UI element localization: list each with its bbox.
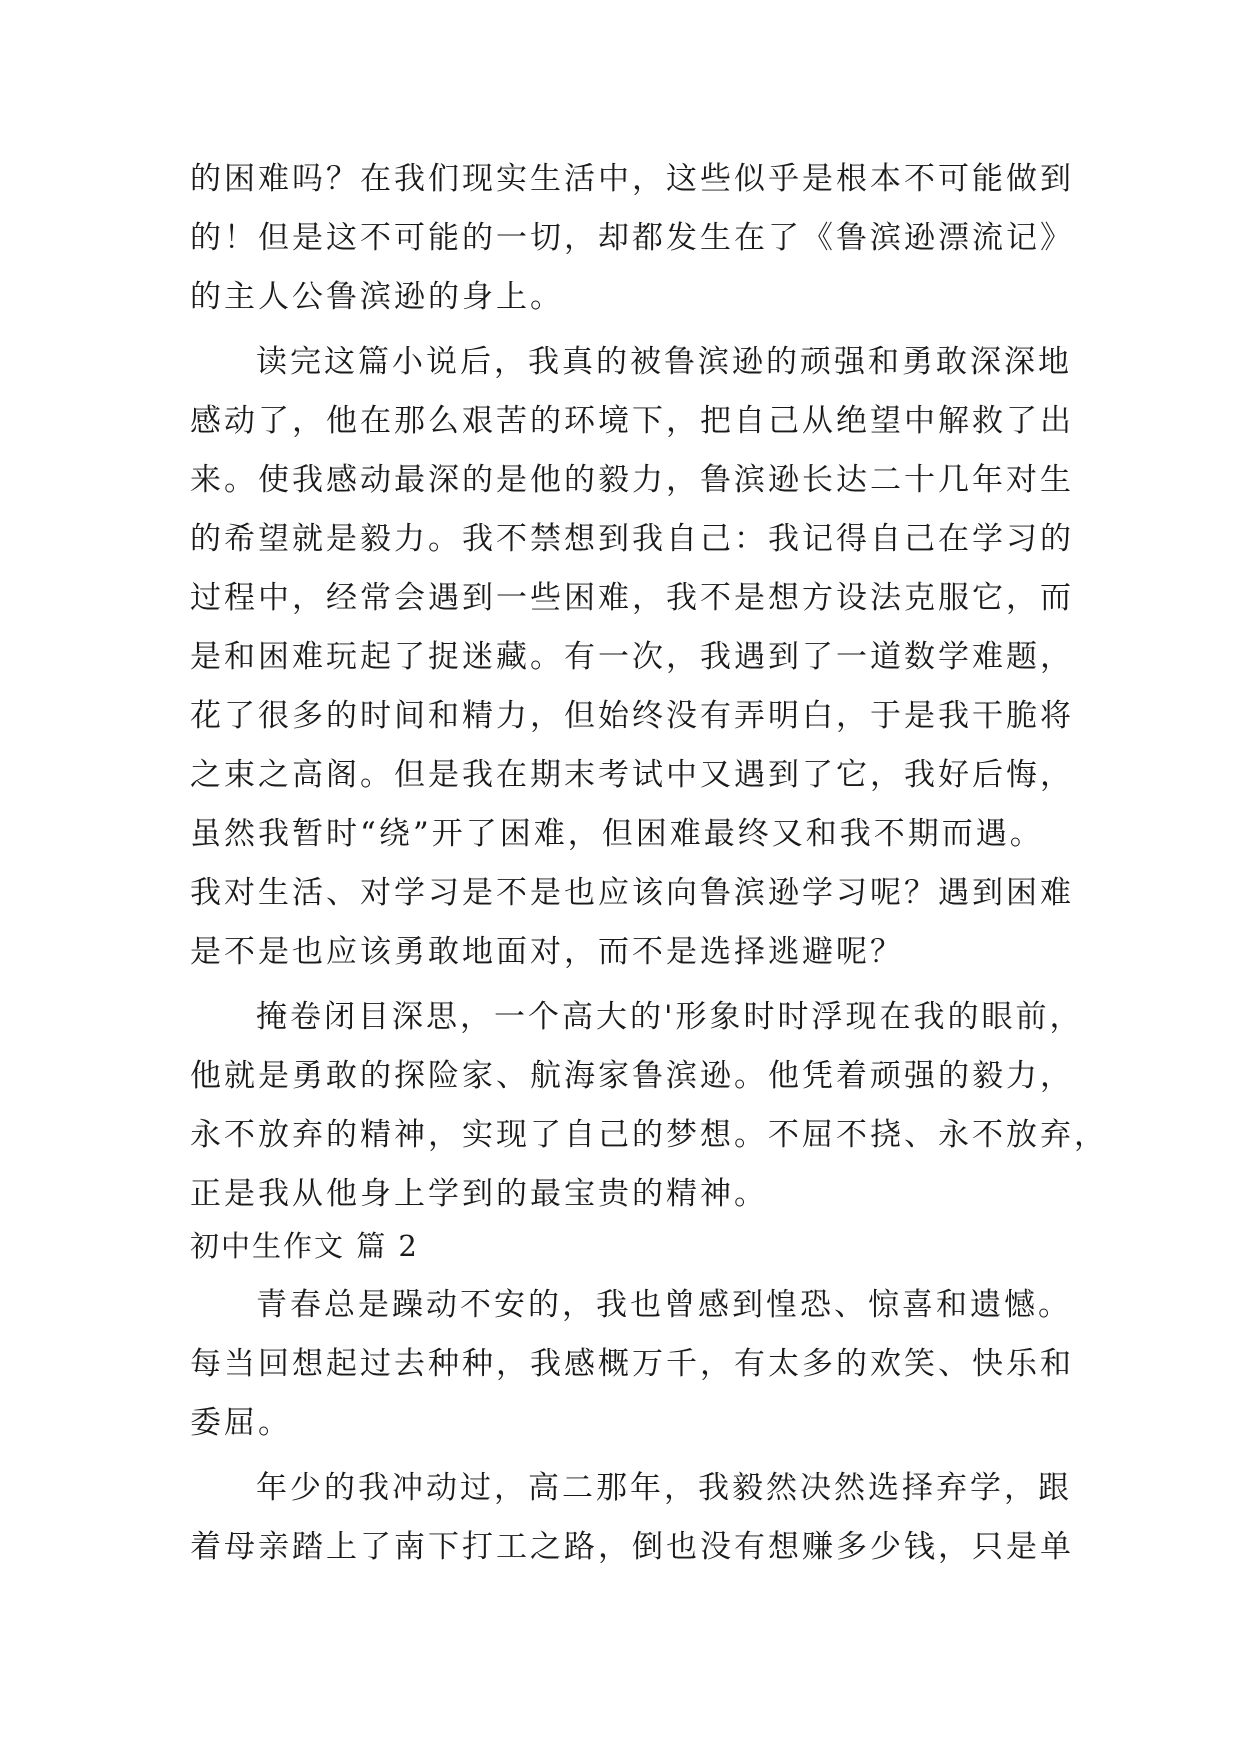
text-line: 年少的我冲动过，高二那年，我毅然决然选择弃学，跟 (256, 1470, 1072, 1506)
text-line: 的主人公鲁滨逊的身上。 (190, 279, 564, 315)
text-line: 是不是也应该勇敢地面对，而不是选择逃避呢？ (190, 934, 904, 970)
document-page (190, 150, 1108, 1577)
text-line: 的希望就是毅力。我不禁想到我自己：我记得自己在学习的 (190, 521, 1074, 557)
text-line: 永不放弃的精神，实现了自己的梦想。不屈不挠、永不放弃， (190, 1117, 1108, 1153)
text-line: 之束之高阁。但是我在期末考试中又遇到了它，我好后悔， (190, 757, 1074, 793)
essay-part-2 (190, 1276, 1074, 1577)
text-line: 是和困难玩起了捉迷藏。有一次，我遇到了一道数学难题， (190, 639, 1074, 675)
text-line: 来。使我感动最深的是他的毅力，鲁滨逊长达二十几年对生 (190, 462, 1074, 498)
text-line: 感动了，他在那么艰苦的环境下，把自己从绝望中解救了出 (190, 403, 1074, 439)
text-line: 的！但是这不可能的一切，却都发生在了《鲁滨逊漂流记》 (190, 220, 1074, 256)
text-line: 的困难吗？在我们现实生活中，这些似乎是根本不可能做到 (190, 161, 1074, 197)
section-heading: 初中生作文 篇 2 (190, 1229, 419, 1263)
text-line: 虽然我暂时“绕”开了困难，但困难最终又和我不期而遇。 (190, 816, 1044, 852)
text-line: 读完这篇小说后，我真的被鲁滨逊的顽强和勇敢深深地 (256, 344, 1072, 380)
text-line: 掩卷闭目深思，一个高大的'形象时时浮现在我的眼前， (256, 999, 1084, 1035)
text-line: 我对生活、对学习是不是也应该向鲁滨逊学习呢？遇到困难 (190, 875, 1074, 911)
text-line: 他就是勇敢的探险家、航海家鲁滨逊。他凭着顽强的毅力， (190, 1058, 1074, 1094)
text-line: 花了很多的时间和精力，但始终没有弄明白，于是我干脆将 (190, 698, 1074, 734)
text-line: 每当回想起过去种种，我感概万千，有太多的欢笑、快乐和 (190, 1346, 1074, 1382)
text-line: 过程中，经常会遇到一些困难，我不是想方设法克服它，而 (190, 580, 1074, 616)
text-line: 正是我从他身上学到的最宝贵的精神。 (190, 1176, 768, 1212)
text-line: 委屈。 (190, 1405, 292, 1441)
text-line: 青春总是躁动不安的，我也曾感到惶恐、惊喜和遗憾。 (256, 1287, 1072, 1323)
text-line: 着母亲踏上了南下打工之路，倒也没有想赚多少钱，只是单 (190, 1529, 1074, 1565)
essay-part-1 (190, 150, 1108, 1224)
